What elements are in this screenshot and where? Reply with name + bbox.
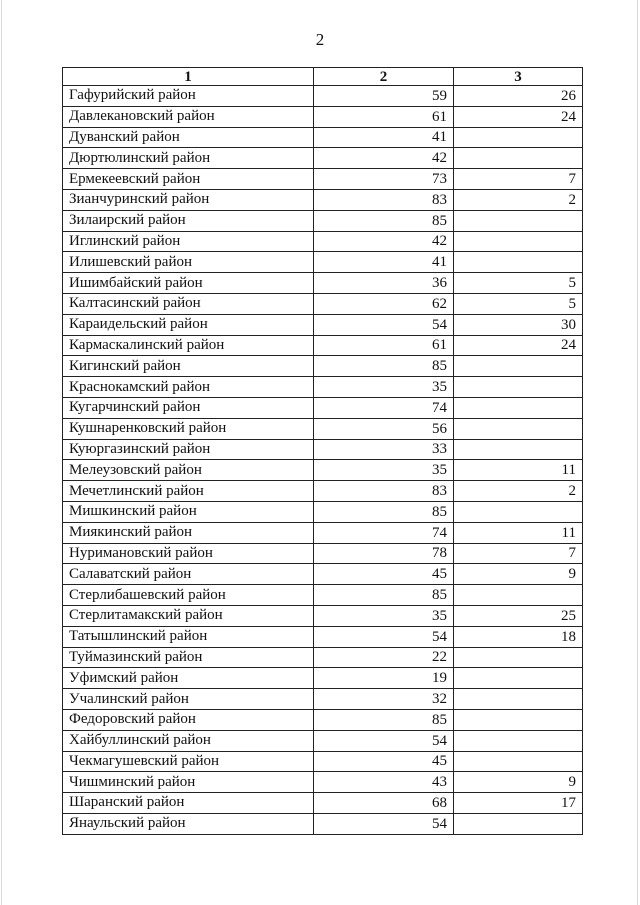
- value-col-3-cell: [454, 709, 583, 730]
- value-col-3-cell: [454, 585, 583, 606]
- table-row: [63, 605, 583, 626]
- value-col-3-cell: [454, 418, 583, 439]
- value-col-2-cell: 54: [314, 314, 454, 335]
- value-col-2-cell: 54: [314, 813, 454, 834]
- value-col-3-cell: 17: [454, 793, 583, 814]
- table-row: [63, 314, 583, 335]
- value-col-3-cell: 9: [454, 772, 583, 793]
- value-col-2-cell: 62: [314, 293, 454, 314]
- table-row: [63, 293, 583, 314]
- table-row: [63, 397, 583, 418]
- value-col-3-cell: 11: [454, 460, 583, 481]
- district-name-cell: Миякинский район: [63, 522, 314, 543]
- value-col-3-cell: 2: [454, 481, 583, 502]
- value-col-3-cell: 26: [454, 86, 583, 107]
- value-col-3-cell: [454, 252, 583, 273]
- district-name-cell: Татышлинский район: [63, 626, 314, 647]
- value-col-3-cell: 7: [454, 169, 583, 190]
- value-col-3-cell: 24: [454, 106, 583, 127]
- district-name-cell: Салаватский район: [63, 564, 314, 585]
- value-col-2-cell: 41: [314, 127, 454, 148]
- table-row: [63, 751, 583, 772]
- value-col-3-cell: [454, 730, 583, 751]
- value-col-2-cell: 59: [314, 86, 454, 107]
- value-col-2-cell: 74: [314, 397, 454, 418]
- header-col-2: 2: [314, 68, 454, 86]
- district-name-cell: Кугарчинский район: [63, 397, 314, 418]
- table-row: [63, 460, 583, 481]
- value-col-3-cell: 9: [454, 564, 583, 585]
- district-name-cell: Дуванский район: [63, 127, 314, 148]
- value-col-3-cell: 11: [454, 522, 583, 543]
- value-col-3-cell: [454, 377, 583, 398]
- value-col-2-cell: 32: [314, 689, 454, 710]
- table-row: [63, 273, 583, 294]
- district-name-cell: Туймазинский район: [63, 647, 314, 668]
- value-col-3-cell: 7: [454, 543, 583, 564]
- district-name-cell: Краснокамский район: [63, 377, 314, 398]
- district-name-cell: Шаранский район: [63, 793, 314, 814]
- value-col-3-cell: 30: [454, 314, 583, 335]
- value-col-2-cell: 85: [314, 501, 454, 522]
- value-col-3-cell: [454, 668, 583, 689]
- table-row: [63, 377, 583, 398]
- table-row: [63, 709, 583, 730]
- district-name-cell: Чишминский район: [63, 772, 314, 793]
- value-col-2-cell: 68: [314, 793, 454, 814]
- table-row: [63, 647, 583, 668]
- table-row: [63, 689, 583, 710]
- value-col-2-cell: 41: [314, 252, 454, 273]
- table-row: [63, 626, 583, 647]
- value-col-2-cell: 85: [314, 210, 454, 231]
- value-col-3-cell: [454, 813, 583, 834]
- district-name-cell: Ермекеевский район: [63, 169, 314, 190]
- table-row: [63, 564, 583, 585]
- value-col-2-cell: 83: [314, 189, 454, 210]
- value-col-3-cell: [454, 231, 583, 252]
- district-name-cell: Чекмагушевский район: [63, 751, 314, 772]
- district-name-cell: Гафурийский район: [63, 86, 314, 107]
- table-row: [63, 585, 583, 606]
- district-name-cell: Иглинский район: [63, 231, 314, 252]
- value-col-3-cell: [454, 210, 583, 231]
- value-col-2-cell: 45: [314, 564, 454, 585]
- district-name-cell: Кушнаренковский район: [63, 418, 314, 439]
- table-row: [63, 522, 583, 543]
- value-col-2-cell: 36: [314, 273, 454, 294]
- value-col-2-cell: 74: [314, 522, 454, 543]
- district-name-cell: Илишевский район: [63, 252, 314, 273]
- value-col-2-cell: 85: [314, 709, 454, 730]
- district-name-cell: Мелеузовский район: [63, 460, 314, 481]
- value-col-2-cell: 35: [314, 605, 454, 626]
- value-col-2-cell: 61: [314, 106, 454, 127]
- table-row: [63, 481, 583, 502]
- value-col-2-cell: 54: [314, 626, 454, 647]
- district-name-cell: Стерлитамакский район: [63, 605, 314, 626]
- table-row: [63, 169, 583, 190]
- district-name-cell: Федоровский район: [63, 709, 314, 730]
- table-row: [63, 252, 583, 273]
- value-col-2-cell: 83: [314, 481, 454, 502]
- value-col-2-cell: 33: [314, 439, 454, 460]
- value-col-3-cell: [454, 356, 583, 377]
- district-name-cell: Караидельский район: [63, 314, 314, 335]
- district-name-cell: Кигинский район: [63, 356, 314, 377]
- value-col-3-cell: [454, 689, 583, 710]
- district-name-cell: Стерлибашевский район: [63, 585, 314, 606]
- table-row: [63, 543, 583, 564]
- value-col-3-cell: 24: [454, 335, 583, 356]
- table-header: [63, 68, 583, 86]
- district-name-cell: Куюргазинский район: [63, 439, 314, 460]
- table-row: [63, 148, 583, 169]
- district-name-cell: Янаульский район: [63, 813, 314, 834]
- value-col-2-cell: 56: [314, 418, 454, 439]
- value-col-3-cell: 5: [454, 293, 583, 314]
- table-row: [63, 439, 583, 460]
- district-name-cell: Дюртюлинский район: [63, 148, 314, 169]
- header-col-1: 1: [63, 68, 314, 86]
- value-col-2-cell: 54: [314, 730, 454, 751]
- value-col-2-cell: 35: [314, 460, 454, 481]
- value-col-3-cell: [454, 439, 583, 460]
- value-col-2-cell: 85: [314, 356, 454, 377]
- table-row: [63, 813, 583, 834]
- value-col-2-cell: 19: [314, 668, 454, 689]
- table-row: [63, 127, 583, 148]
- table-row: [63, 210, 583, 231]
- value-col-3-cell: [454, 501, 583, 522]
- value-col-3-cell: 25: [454, 605, 583, 626]
- table-body: [63, 86, 583, 835]
- scan-edge-right: [637, 0, 638, 905]
- table-row: [63, 335, 583, 356]
- value-col-2-cell: 85: [314, 585, 454, 606]
- value-col-2-cell: 35: [314, 377, 454, 398]
- table-row: [63, 231, 583, 252]
- table-row: [63, 668, 583, 689]
- value-col-2-cell: 22: [314, 647, 454, 668]
- district-name-cell: Хайбуллинский район: [63, 730, 314, 751]
- table-row: [63, 106, 583, 127]
- header-col-3: 3: [454, 68, 583, 86]
- district-name-cell: Зилаирский район: [63, 210, 314, 231]
- table-row: [63, 356, 583, 377]
- district-name-cell: Ишимбайский район: [63, 273, 314, 294]
- district-name-cell: Кармаскалинский район: [63, 335, 314, 356]
- table-row: [63, 86, 583, 107]
- value-col-2-cell: 45: [314, 751, 454, 772]
- page-number: 2: [315, 30, 325, 49]
- district-name-cell: Калтасинский район: [63, 293, 314, 314]
- value-col-2-cell: 73: [314, 169, 454, 190]
- district-name-cell: Давлекановский район: [63, 106, 314, 127]
- header-row: [63, 68, 583, 86]
- district-name-cell: Уфимский район: [63, 668, 314, 689]
- value-col-3-cell: 18: [454, 626, 583, 647]
- value-col-2-cell: 42: [314, 231, 454, 252]
- table-row: [63, 501, 583, 522]
- value-col-3-cell: [454, 647, 583, 668]
- scan-edge-left: [1, 0, 2, 905]
- value-col-2-cell: 43: [314, 772, 454, 793]
- table-row: [63, 189, 583, 210]
- value-col-3-cell: 2: [454, 189, 583, 210]
- value-col-2-cell: 61: [314, 335, 454, 356]
- value-col-3-cell: [454, 148, 583, 169]
- district-name-cell: Учалинский район: [63, 689, 314, 710]
- district-name-cell: Мечетлинский район: [63, 481, 314, 502]
- district-name-cell: Мишкинский район: [63, 501, 314, 522]
- value-col-3-cell: [454, 751, 583, 772]
- table-row: [63, 793, 583, 814]
- value-col-3-cell: 5: [454, 273, 583, 294]
- value-col-2-cell: 78: [314, 543, 454, 564]
- table-row: [63, 418, 583, 439]
- district-name-cell: Нуримановский район: [63, 543, 314, 564]
- table-row: [63, 772, 583, 793]
- table-row: [63, 730, 583, 751]
- value-col-2-cell: 42: [314, 148, 454, 169]
- districts-table: [62, 67, 583, 835]
- district-name-cell: Зианчуринский район: [63, 189, 314, 210]
- value-col-3-cell: [454, 397, 583, 418]
- value-col-3-cell: [454, 127, 583, 148]
